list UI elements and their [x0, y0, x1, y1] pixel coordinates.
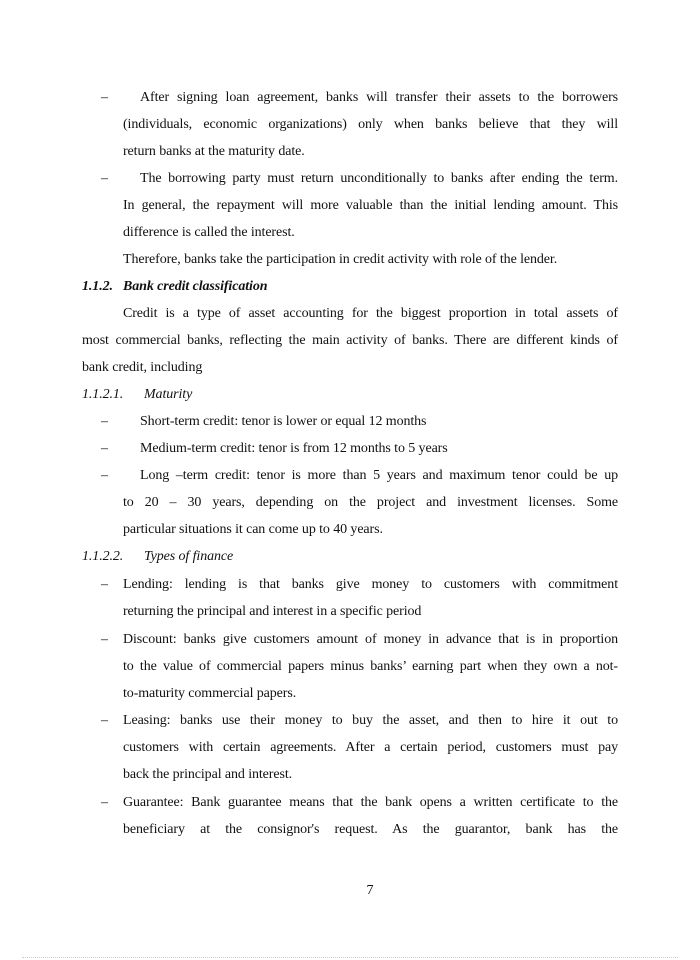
- guarantee-line-2: beneficiary at the consignor's request. As the guarantor, bank has the: [123, 822, 618, 837]
- bullet-dash: –: [101, 795, 108, 810]
- leasing-line-3: back the principal and interest.: [123, 767, 293, 782]
- section-1-1-2-para-line-2: most commercial banks, reflecting the main activity of banks. There are different kinds of: [82, 333, 618, 348]
- bullet-2-line-1: The borrowing party must return unconditionally to banks after ending the term.: [140, 171, 618, 186]
- leasing-line-1: Leasing: banks use their money to buy the asset, and then to hire it out to: [123, 713, 618, 728]
- bullet-dash: –: [101, 577, 108, 592]
- bullet-2-line-3: difference is called the interest.: [123, 225, 295, 240]
- maturity-item-2: Medium-term credit: tenor is from 12 months to 5 years: [140, 441, 448, 456]
- lending-line-1: Lending: lending is that banks give money to customers with commitment: [123, 577, 618, 592]
- section-1-1-2-title: Bank credit classification: [123, 279, 268, 294]
- bullet-1-line-1: After signing loan agreement, banks will transfer their assets to the borrowers: [140, 90, 618, 105]
- guarantee-line-1: Guarantee: Bank guarantee means that the bank opens a written certificate to the: [123, 795, 618, 810]
- bullet-dash: –: [101, 414, 108, 429]
- section-1-1-2-para-line-3: bank credit, including: [82, 360, 203, 375]
- discount-line-2: to the value of commercial papers minus banks’ earning part when they own a not-: [123, 659, 618, 674]
- section-1-1-2-1-title: Maturity: [144, 387, 193, 402]
- bullet-dash: –: [101, 90, 108, 105]
- maturity-item-3-line-3: particular situations it can come up to 40 years.: [123, 522, 383, 537]
- bullet-2-line-2: In general, the repayment will more valuable than the initial lending amount. This: [123, 198, 618, 213]
- lending-line-2: returning the principal and interest in a specific period: [123, 604, 422, 619]
- maturity-item-3-line-2: to 20 – 30 years, depending on the project and investment licenses. Some: [123, 495, 618, 510]
- section-1-1-2-para-line-1: Credit is a type of asset accounting for the biggest proportion in total assets of: [123, 306, 618, 321]
- page-number: 7: [366, 883, 374, 898]
- leasing-line-2: customers with certain agreements. After a certain period, customers must pay: [123, 740, 618, 755]
- section-1-1-2-1-number: 1.1.2.1.: [82, 387, 124, 402]
- bullet-1-line-2: (individuals, economic organizations) only when banks believe that they will: [123, 117, 618, 132]
- discount-line-3: to-maturity commercial papers.: [123, 686, 297, 701]
- maturity-item-3-line-1: Long –term credit: tenor is more than 5 years and maximum tenor could be up: [140, 468, 618, 483]
- page-bottom-rule: [22, 957, 678, 958]
- bullet-dash: –: [101, 713, 108, 728]
- bullet-dash: –: [101, 441, 108, 456]
- section-1-1-2-number: 1.1.2.: [82, 279, 113, 294]
- therefore-line: Therefore, banks take the participation in credit activity with role of the lender.: [123, 252, 558, 267]
- section-1-1-2-2-title: Types of finance: [144, 549, 234, 564]
- bullet-dash: –: [101, 468, 108, 483]
- section-1-1-2-2-number: 1.1.2.2.: [82, 549, 124, 564]
- bullet-1-line-3: return banks at the maturity date.: [123, 144, 305, 159]
- bullet-dash: –: [101, 632, 108, 647]
- bullet-dash: –: [101, 171, 108, 186]
- discount-line-1: Discount: banks give customers amount of money in advance that is in proportion: [123, 632, 618, 647]
- maturity-item-1: Short-term credit: tenor is lower or equal 12 months: [140, 414, 427, 429]
